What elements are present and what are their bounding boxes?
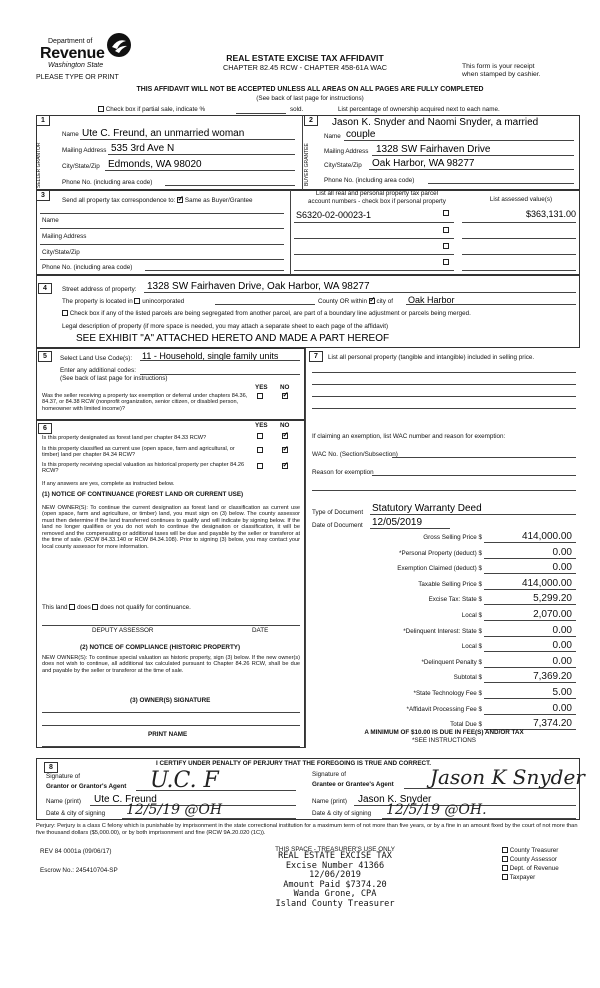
segregated-label: Check box if any of the listed parcels are being segregated from another parcel, are part of a boundary line adjustment or parcels being merged. <box>69 310 471 317</box>
land-qualify-row <box>42 604 191 611</box>
same-as-buyer-label: Same as Buyer/Grantee <box>184 197 253 204</box>
partial-sale-label: Check box if partial sale, indicate % <box>105 106 206 113</box>
notice-2-title: (2) NOTICE OF COMPLIANCE (HISTORIC PROPERTY) <box>80 644 241 651</box>
stamp-line: Excise Number 41366 <box>285 860 385 871</box>
s6-q2-yes[interactable] <box>257 447 263 453</box>
s6-q3-yes[interactable] <box>257 463 263 469</box>
partial-sale-checkbox[interactable] <box>98 106 104 112</box>
section-7-number: 7 <box>309 351 323 362</box>
tax-row-label: Excise Tax: State $ <box>428 596 482 604</box>
city-of-label: city of <box>376 298 393 305</box>
exemption-label: If claiming an exemption, list WAC number and reason for exemption: <box>312 433 506 440</box>
section-3-number: 3 <box>36 190 50 201</box>
grantor-date-city[interactable]: 12/5/19 @OH <box>126 802 223 818</box>
assessed-value[interactable]: $363,131.00 <box>525 209 576 219</box>
unincorporated-label: unincorporated <box>142 298 185 305</box>
acceptance-warning: THIS AFFIDAVIT WILL NOT BE ACCEPTED UNLESS ALL AREAS ON ALL PAGES ARE FULLY COMPLETED <box>136 86 484 93</box>
if-yes-note: If any answers are yes, complete as instructed below. <box>42 481 175 487</box>
send-correspondence <box>62 197 252 204</box>
buyer-name-line2[interactable]: couple <box>346 129 376 140</box>
tax-row-value[interactable]: 0.00 <box>552 702 572 714</box>
see-instructions: *SEE INSTRUCTIONS <box>411 737 477 744</box>
reason-label: Reason for exemption <box>312 469 374 476</box>
buyer-city[interactable]: Oak Harbor, WA 98277 <box>372 158 475 169</box>
stamp-line: Amount Paid $7374.20 <box>283 879 387 890</box>
grantee-date-city[interactable]: 12/5/19 @OH. <box>386 802 487 818</box>
grantee-name[interactable]: Jason K. Snyder <box>358 794 432 805</box>
personal-property-label: List all personal property (tangible and intangible) included in selling price. <box>328 354 535 361</box>
seller-name-label: Name <box>62 131 79 138</box>
doc-type-label: Type of Document <box>312 509 364 516</box>
buyer-city-label: City/State/Zip <box>324 162 362 169</box>
grantee-sig-of: Signature of <box>312 771 346 778</box>
tax-row-label: *Delinquent Interest: State $ <box>403 627 482 635</box>
tax-row-value[interactable]: 7,369.20 <box>533 671 572 683</box>
s6-no-header: NO <box>280 422 290 429</box>
copy-label: County Assessor <box>509 856 557 863</box>
buyer-address[interactable]: 1328 SW Fairhaven Drive <box>376 144 491 155</box>
tax-row-label: *Affidavit Processing Fee $ <box>406 705 482 713</box>
stamp-line: 12/06/2019 <box>309 870 361 881</box>
segregated-checkbox[interactable] <box>62 310 68 316</box>
stamp-line: Wanda Grone, CPA <box>293 889 377 900</box>
send-correspondence-label: Send all property tax correspondence to: <box>62 197 176 204</box>
tax-row-value[interactable]: 5.00 <box>552 687 572 698</box>
copy-label: Dept. of Revenue <box>509 865 559 872</box>
tax-row-label: Exemption Claimed (deduct) $ <box>397 565 482 573</box>
copy-checkbox[interactable] <box>502 874 508 880</box>
section-6-number: 6 <box>38 423 52 434</box>
s6-question-1: Is this property designated as forest land per chapter 84.33 RCW? <box>42 435 207 441</box>
cashier-note: when stamped by cashier. <box>462 71 541 78</box>
legal-label: Legal description of property (if more space is needed, you may attach a separate sheet to each page of the affidavit) <box>62 323 389 330</box>
dept-state: Washington State <box>48 62 104 69</box>
located-label: The property is located in <box>62 298 133 305</box>
form-title: REAL ESTATE EXCISE TAX AFFIDAVIT <box>226 53 384 63</box>
wac-label: WAC No. (Section/Subsection) <box>312 451 398 458</box>
seller-phone-label: Phone No. (including area code) <box>62 179 153 186</box>
section-2-number: 2 <box>304 115 318 126</box>
deputy-assessor-label: DEPUTY ASSESSOR <box>92 627 154 634</box>
copy-distribution <box>502 846 559 882</box>
parcel-3-checkbox[interactable] <box>443 243 449 249</box>
type-or-print: PLEASE TYPE OR PRINT <box>36 74 119 81</box>
s6-question-2: Is this property classified as current use (open space, farm and agricultural, or timber) land per chapter 84.34 RCW? <box>42 446 235 459</box>
dor-logo <box>40 32 140 74</box>
tax-row-value[interactable]: 0.00 <box>552 640 572 652</box>
s6-q2-no[interactable] <box>282 447 288 453</box>
section-8-number: 8 <box>44 762 58 773</box>
receipt-note: This form is your receipt <box>462 63 535 70</box>
escrow-number: Escrow No.: 245410704-SP <box>40 867 118 874</box>
grantor-agent-label: Grantor or Grantor's Agent <box>46 783 127 790</box>
copy-checkbox[interactable] <box>502 865 508 871</box>
notice-1-body: NEW OWNER(S): To continue the current designation as forest land or classification as current use (open space, farm and agriculture, or timber) land, you must sign on (3) below. The county assessor must then determine if the land transferred continues to qualify and will indicate by signing below. If the land no longer qualifies or you do not wish to continue the designation or classification, it will be removed and the compensating or additional taxes will be due and payable by the seller or transferor at the time of sale. (RCW 84.33.140 or RCW 84.34.108). Prior to signing (3) below, you may contact your local county assessor for more information. <box>42 505 300 550</box>
same-as-buyer-checkbox[interactable] <box>177 197 183 203</box>
doc-date-label: Date of Document <box>312 522 363 529</box>
buyer-name-line1[interactable]: Jason K. Snyder and Naomi Snyder, a married <box>332 117 539 128</box>
this-land-label: This land <box>42 604 68 611</box>
seller-address-label: Mailing Address <box>62 147 107 154</box>
s6-q3-no[interactable] <box>282 463 288 469</box>
tax-row-value[interactable]: 0.00 <box>552 546 572 558</box>
parcel-header-1: List all real and personal property tax parcel <box>315 190 439 197</box>
tax-row-label: Local $ <box>461 612 482 619</box>
minimum-fee-note: A MINIMUM OF $10.00 IS DUE IN FEE(S) AND/OR TAX <box>364 729 524 736</box>
certify-statement: I CERTIFY UNDER PENALTY OF PERJURY THAT THE FOREGOING IS TRUE AND CORRECT. <box>156 760 431 767</box>
s6-q1-no[interactable] <box>282 433 288 439</box>
notice-1-title: (1) NOTICE OF CONTINUANCE (FOREST LAND OR CURRENT USE) <box>42 491 244 498</box>
print-name-label: PRINT NAME <box>148 731 188 738</box>
s5-q1-yes[interactable] <box>257 393 263 399</box>
buyer-name-label: Name <box>324 133 341 140</box>
grantee-date-label: Date & city of signing <box>312 810 372 817</box>
buyer-address-label: Mailing Address <box>324 148 369 155</box>
s6-yes-header: YES <box>255 422 268 429</box>
see-back-note: (See back of last page for instructions) <box>256 95 364 102</box>
does-label: does <box>77 604 91 611</box>
tax-row-value[interactable]: 414,000.00 <box>521 577 572 589</box>
section-5-number: 5 <box>38 351 52 362</box>
copy-checkbox[interactable] <box>502 847 508 853</box>
form-number: REV 84 0001a (09/06/17) <box>40 848 112 855</box>
tax-row-value[interactable]: 0.00 <box>552 562 572 574</box>
dept-name: Revenue <box>40 45 105 62</box>
grantor-sig-of: Signature of <box>46 773 80 780</box>
sold-label: sold. <box>290 106 304 113</box>
perjury-statement: Perjury: Perjury is a class C felony which is punishable by imprisonment in the state correctional institution for a maximum term of not more than five years, or by a fine in an amount fixed by the court of not more than five thousand dollars ($5,000.00), or by both imprisonment and fine (RCW 9A.20.020 (1C)). <box>36 823 578 836</box>
tax-row-label: *Delinquent Penalty $ <box>421 658 482 666</box>
property-city[interactable]: Oak Harbor <box>408 295 455 305</box>
seller-city[interactable]: Edmonds, WA 98020 <box>108 159 202 170</box>
buyer-phone-label: Phone No. (including area code) <box>324 177 415 184</box>
tax-row-label: *Personal Property (deduct) $ <box>399 549 482 557</box>
seller-name[interactable]: Ute C. Freund, an unmarried woman <box>82 128 245 139</box>
s5-question-1: Was the seller receiving a property tax exemption or deferral under chapters 84.36, 84.37, or 84.38 RCW (nonprofit organization, senior citizen, or disabled person, homeowner with limited income)? <box>42 393 248 412</box>
dor-logo-icon <box>106 32 132 58</box>
land-use-code[interactable]: 11 - Household, single family units <box>142 351 279 361</box>
stamp-line: REAL ESTATE EXCISE TAX <box>278 851 392 861</box>
notice-2-body: NEW OWNER(S): To continue special valuation as historic property, sign (3) below. If the new owner(s) does not wish to continue, all additional tax calculated pursuant to Chapter 84.26 RCW, shall be due and payable by the seller or transferor at the time of sale. <box>42 655 300 674</box>
parcel-header-2: account numbers - check box if personal property <box>308 198 446 205</box>
parcel-4-checkbox[interactable] <box>443 259 449 265</box>
partial-sale-row <box>98 106 205 113</box>
street-address[interactable]: 1328 SW Fairhaven Drive, Oak Harbor, WA 98277 <box>147 281 370 292</box>
stamp-line: Island County Treasurer <box>275 898 395 909</box>
s3-address-label: Mailing Address <box>42 233 87 240</box>
copy-checkbox[interactable] <box>502 856 508 862</box>
s6-q1-yes[interactable] <box>257 433 263 439</box>
form-chapter: CHAPTER 82.45 RCW - CHAPTER 458-61A WAC <box>223 63 387 72</box>
additional-codes-label: Enter any additional codes: <box>60 367 136 374</box>
within-row <box>318 298 393 305</box>
copy-label: County Treasurer <box>509 847 559 854</box>
section-1-number: 1 <box>36 115 50 126</box>
buyer-side-label: BUYER GRANTEE <box>304 143 310 187</box>
grantor-name-label: Name (print) <box>46 798 81 805</box>
city-of-checkbox[interactable] <box>369 298 375 304</box>
tax-row-value[interactable]: 0.00 <box>552 655 572 667</box>
does-checkbox[interactable] <box>69 604 75 610</box>
doc-type[interactable]: Statutory Warranty Deed <box>372 503 482 514</box>
copy-label: Taxpayer <box>509 874 536 881</box>
deputy-date-label: DATE <box>252 627 269 634</box>
segregated-row <box>62 310 471 317</box>
tax-row-value[interactable]: 414,000.00 <box>521 531 572 542</box>
ownership-note: List percentage of ownership acquired next to each name. <box>338 106 500 113</box>
does-not-label: does not qualify for continuance. <box>100 604 191 611</box>
seller-address[interactable]: 535 3rd Ave N <box>111 143 175 154</box>
tax-row-label: *State Technology Fee $ <box>413 690 482 697</box>
does-not-checkbox[interactable] <box>92 604 98 610</box>
assessed-header: List assessed value(s) <box>489 196 553 203</box>
s5-yes-header: YES <box>255 384 268 391</box>
s5-no-header: NO <box>280 384 290 391</box>
section-4-number: 4 <box>38 283 52 294</box>
seller-city-label: City/State/Zip <box>62 163 100 170</box>
grantor-name[interactable]: Ute C. Freund <box>94 794 157 805</box>
parcel-2-checkbox[interactable] <box>443 227 449 233</box>
s5-q1-no[interactable] <box>282 393 288 399</box>
doc-date[interactable]: 12/05/2019 <box>372 517 423 528</box>
grantee-name-label: Name (print) <box>312 798 347 805</box>
s3-phone-label: Phone No. (including area code) <box>42 264 133 271</box>
tax-row-label: Taxable Selling Price $ <box>418 580 482 588</box>
dept-line: Department of <box>48 38 93 45</box>
tax-row-value[interactable]: 7,374.20 <box>533 718 572 730</box>
treasurer-space-label: THIS SPACE - TREASURER'S USE ONLY <box>275 846 395 853</box>
tax-row-label: Subtotal $ <box>453 674 482 682</box>
s3-city-label: City/State/Zip <box>42 249 80 256</box>
tax-row-value[interactable]: 2,070.00 <box>533 609 572 620</box>
grantor-date-label: Date & city of signing <box>46 810 106 817</box>
street-label: Street address of property: <box>62 286 137 293</box>
grantee-signature: Jason K Snyder <box>430 765 585 789</box>
county-or-within: County OR within <box>318 298 367 305</box>
tax-row-value[interactable]: 0.00 <box>552 624 572 636</box>
tax-row-label: Local $ <box>461 643 482 651</box>
parcel-1-checkbox[interactable] <box>443 210 449 216</box>
tax-row-label: Total Due $ <box>450 721 482 729</box>
s3-name-label: Name <box>42 217 59 224</box>
s6-question-3: Is this property receiving special valuation as historical property per chapter 84.26 RCW? <box>42 462 245 475</box>
unincorporated-checkbox[interactable] <box>134 298 140 304</box>
parcel-number[interactable]: S6320-02-00023-1 <box>296 210 372 220</box>
legal-description[interactable]: SEE EXHIBIT "A" ATTACHED HERETO AND MADE A PART HEREOF <box>76 333 390 344</box>
additional-codes-note: (See back of last page for instructions) <box>60 375 168 382</box>
tax-row-label: Gross Selling Price $ <box>423 534 482 541</box>
grantee-agent-label: Grantee or Grantee's Agent <box>312 781 394 788</box>
land-use-label: Select Land Use Code(s): <box>60 355 133 362</box>
located-row <box>62 298 184 305</box>
owner-signature-label: (3) OWNER(S) SIGNATURE <box>130 697 211 704</box>
seller-side-label: SELLER GRANTOR <box>36 142 42 188</box>
tax-row-value[interactable]: 5,299.20 <box>533 593 572 605</box>
treasurer-stamp <box>240 852 430 910</box>
grantor-signature: U.C. F <box>150 768 219 793</box>
